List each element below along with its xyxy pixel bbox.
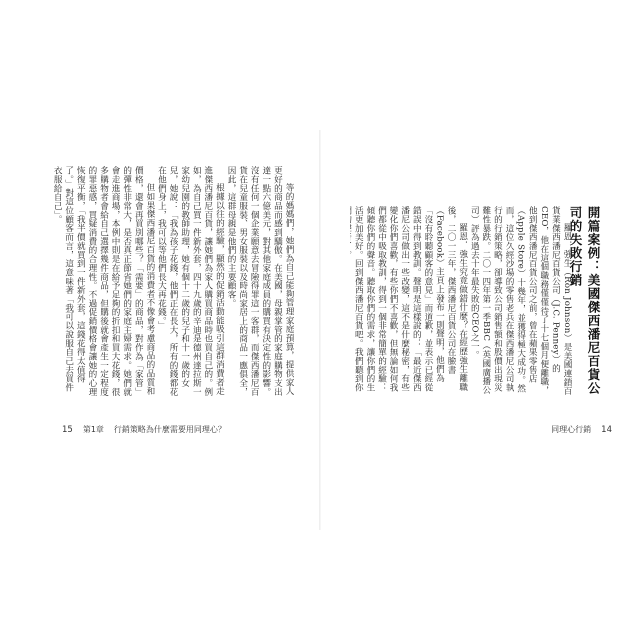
paragraph: 但如果傑西潘尼百貨的消費者不像會考慮商品的品質和價格，還會再買別哪些？「需要」的商品，對作為「家管」的彈性非常大，是否真正節省她們的家庭主婦需求。她們就會走進商場，本例中則是在給予足夠的折扣和買大花錢，很多購物者會給自己選擇幾件商品，但購後就會產生一定程度的罪惡感，買疑消費的合理性。不過促銷價格會讓她的心理恢復平衡，「我半價就買到一件新外套，這錢花得太值得了。」對這位顧客而言，這意味著「我可以說服自己去買件衣服給自己」。 (52, 166, 155, 397)
right-page (320, 0, 640, 640)
paragraph: 根據以往的經驗，顯然的促銷活動能吸引這群消費者走進傑西潘尼百貨，讓她們為家人購買商品時也買自己的。例如，為自己買一件新外套，四十九歲的辛迪是德州達拉斯一家幼兒園的教師助理，她有個十二歲的兒子和十一歲的女兒，她說：「我為孩子花錢，他們正在長大，所有的錢都花在他們身上，我可以等他們長大再花錢。」 (156, 166, 225, 397)
left-body-text (48, 166, 294, 398)
chapter-label: 第1章 (82, 425, 104, 434)
page-number: 14 (601, 424, 612, 435)
paragraph: 羅恩．強生（Ron Johnson）是美國連鎖百貨業傑西潘尼百貨公司（J.C. Penney）的CEO，他在這個職務僅僅待了十七個月便離職，他到傑西潘尼百貨公司之前，曾在蘋果零售店（Apple Store）十幾年，並獲得極大成功。然而，這位久經沙場的零售老兵在傑西潘尼公司執行的行銷策略，卻導致公司銷售額和股價出現災難性暴跌。二〇一四年第一季BBC（英國廣播公司）評為過去十年最失敗的CEO之一。 (469, 206, 572, 396)
right-body-text (350, 206, 572, 396)
paragraph: 羅恩．強生究竟做錯什麼？在經歷強生離職後，二〇一三年，傑西潘尼百貨公司在臉書（Facebook）主頁上發布一則聲明，他們為「沒有聆聽顧客的意見」而道歉，並表示已經從錯誤中得到教訓。聲明是這樣說的：「最近傑西潘尼公司做出一些改變，這不是什麼秘密，有些變化你們喜歡，有些你們不喜歡，但無論如何我們都從中吸取教訓，得到一個非常簡單的經驗：傾聽你們的聲音。聽取你們的需求，讓你們的生活更加美好。回到傑西潘尼百貨吧。我們聽到你 (353, 206, 468, 392)
left-page-footer (62, 424, 226, 435)
right-page-footer (551, 424, 612, 435)
section-title: 同理心行銷 (551, 425, 592, 434)
page-number: 15 (62, 424, 73, 435)
section-heading: 開篇案例：美國傑西潘尼百貨公司的失敗行銷 (568, 206, 601, 395)
chapter-title: 行銷策略為什麼需要用同理心？ (113, 425, 226, 434)
paragraph: 等的媽媽們，她們為自己能夠管理家庭預算，提供家人更好的商品而感到驕傲。在美國，母親掌管的家庭購物支出達一點六億美元，對其他家庭成員的購買有決定性的影響。沒有任何一個企業願意去冒險得罪這一客群，而傑西潘尼百貨在兒童服裝、男女服裝以及時尚家居上的商品一應俱全，因此，這群母親是他們的主要顧客。 (226, 166, 294, 397)
